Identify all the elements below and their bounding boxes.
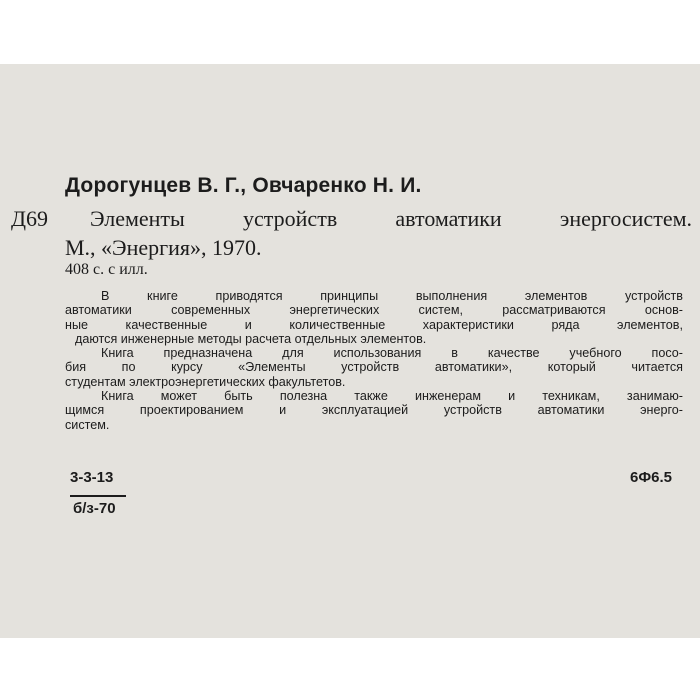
abstract-line: В книге приводятся принципы выполнения элементов устройств	[101, 289, 683, 303]
catalog-card	[0, 64, 700, 638]
abstract-line: даются инженерные методы расчета отдельных элементов.	[75, 331, 427, 346]
abstract-line: бия по курсу «Элементы устройств автоматики», который читается	[65, 360, 683, 375]
classification-code: 3-3-13	[70, 469, 114, 486]
abstract-line: ные качественные и количественные характеристики ряда элементов,	[65, 317, 683, 332]
abstract	[65, 289, 683, 432]
authors: Дорогунцев В. Г., Овчаренко Н. И.	[65, 174, 422, 197]
abstract-line: автоматики современных энергетических систем, рассматриваются основ-	[65, 303, 683, 318]
plan-code: б/з-70	[73, 500, 116, 517]
fraction-divider	[70, 495, 126, 497]
abstract-line: Книга предназначена для использования в качестве учебного посо-	[101, 346, 683, 361]
abstract-line: щимся проектированием и эксплуатацией устройств автоматики энерго-	[65, 403, 683, 418]
page-count: 408 с. с илл.	[65, 261, 148, 278]
abstract-line: студентам электроэнергетических факультетов.	[65, 374, 346, 389]
book-title: Элементы устройств автоматики энергосистем.	[90, 206, 692, 231]
shelf-code: 6Ф6.5	[630, 469, 672, 486]
abstract-line: систем.	[65, 417, 110, 432]
abstract-line: Книга может быть полезна также инженерам и техникам, занимаю-	[101, 389, 683, 404]
index-code: Д69	[11, 206, 49, 231]
publisher-line: М., «Энергия», 1970.	[65, 235, 262, 260]
